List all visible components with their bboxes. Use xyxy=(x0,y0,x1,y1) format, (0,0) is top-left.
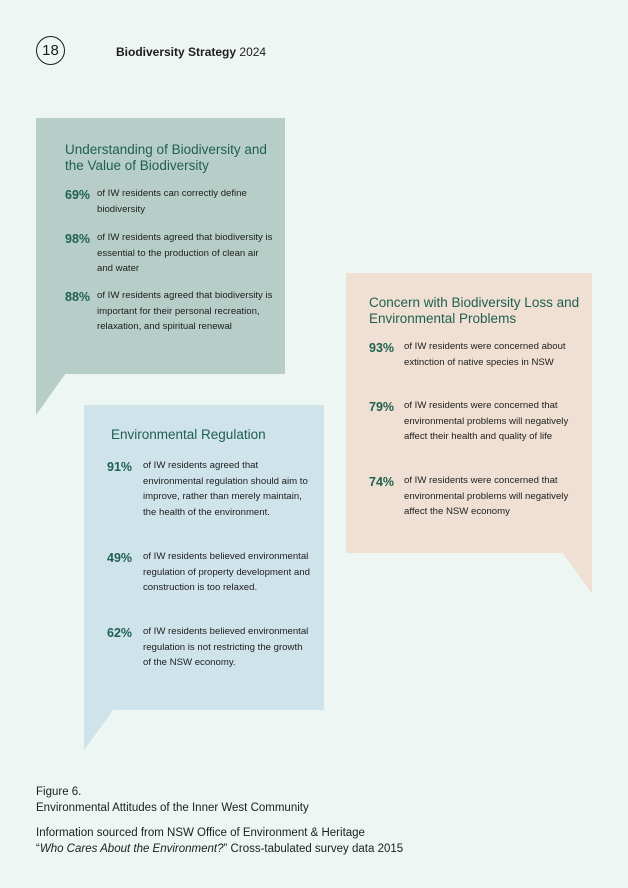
document-title-main: Biodiversity Strategy xyxy=(116,45,237,59)
regulation-card-tail xyxy=(84,709,114,750)
understanding-card-title: Understanding of Biodiversity and the Value of Biodiversity xyxy=(65,142,267,173)
survey-line xyxy=(36,841,403,857)
document-title xyxy=(116,45,266,59)
survey-quote-open: “ xyxy=(36,843,40,855)
page-number-text: 18 xyxy=(42,42,59,59)
survey-quote-close: ” xyxy=(223,843,228,855)
stat-percent: 79% xyxy=(369,400,395,414)
figure-title: Environmental Attitudes of the Inner West Community xyxy=(36,802,309,814)
understanding-card xyxy=(36,118,285,374)
stat-percent: 69% xyxy=(65,188,91,202)
regulation-card-title: Environmental Regulation xyxy=(111,427,266,442)
source-line: Information sourced from NSW Office of Environment & Heritage xyxy=(36,827,365,839)
stat-text: of IW residents agreed that biodiversity is essential to the production of clean air and water xyxy=(97,232,273,275)
stat-text: of IW residents believed environmental regulation of property development and construction is too relaxed. xyxy=(143,551,310,594)
stat-percent: 62% xyxy=(107,626,133,640)
concern-card xyxy=(346,273,592,553)
stat-percent: 91% xyxy=(107,460,133,474)
stat-percent: 93% xyxy=(369,341,395,355)
stat-text: of IW residents agreed that environmental regulation should aim to improve, rather than merely maintain, the health of the environment. xyxy=(143,460,308,518)
stat-text: of IW residents were concerned that environmental problems will negatively affect the NSW economy xyxy=(404,475,569,518)
stat-text: of IW residents were concerned that environmental problems will negatively affect their health and quality of life xyxy=(404,400,569,443)
understanding-card-tail xyxy=(36,373,66,415)
stat-percent: 49% xyxy=(107,551,133,565)
concern-card-title: Concern with Biodiversity Loss and Environmental Problems xyxy=(369,295,580,326)
stat-text: of IW residents believed environmental regulation is not restricting the growth of the NSW economy. xyxy=(143,626,309,669)
page-number xyxy=(36,36,65,65)
stat-percent: 74% xyxy=(369,475,395,489)
document-title-year: 2024 xyxy=(239,45,267,59)
stat-text: of IW residents were concerned about extinction of native species in NSW xyxy=(404,341,566,368)
stat-text: of IW residents can correctly define biodiversity xyxy=(97,188,247,215)
stat-text: of IW residents agreed that biodiversity is important for their personal recreation, relaxation, and spiritual renewal xyxy=(97,290,273,333)
figure-label: Figure 6. xyxy=(36,786,82,798)
regulation-card xyxy=(84,405,324,710)
survey-title: Who Cares About the Environment? xyxy=(39,843,224,855)
concern-card-tail xyxy=(562,552,592,594)
survey-details: Cross-tabulated survey data 2015 xyxy=(227,843,404,855)
stat-percent: 98% xyxy=(65,232,91,246)
stat-percent: 88% xyxy=(65,290,91,304)
